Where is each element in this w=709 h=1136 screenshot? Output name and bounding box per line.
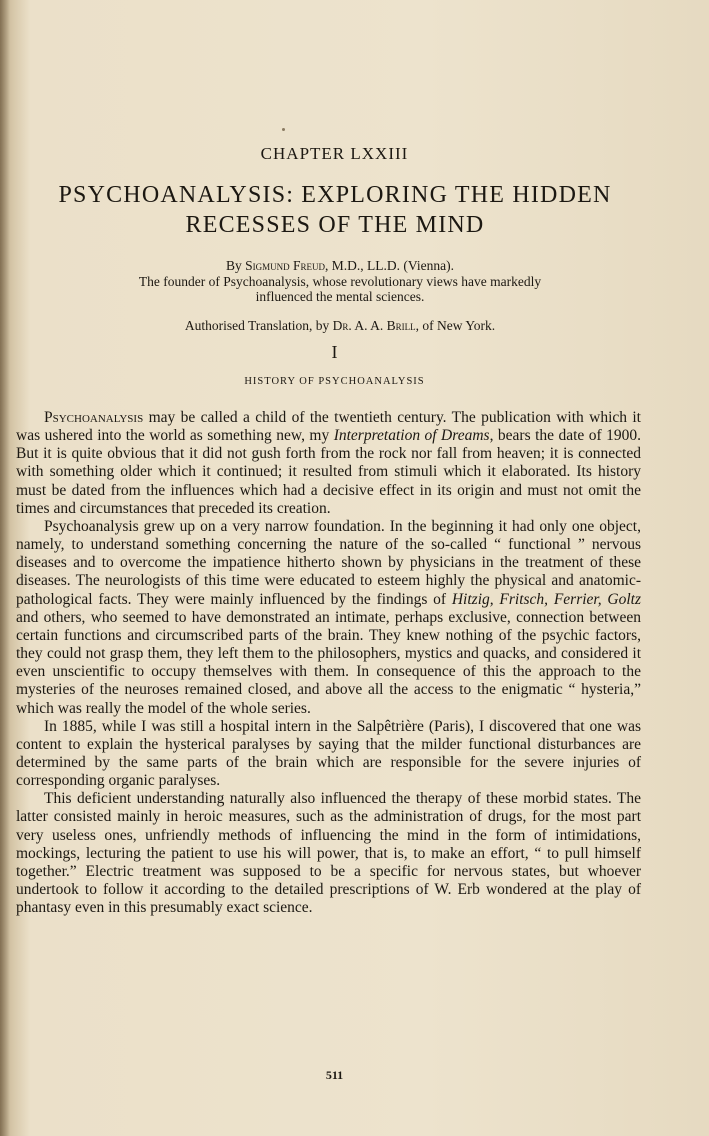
translation-credit	[20, 318, 660, 334]
paragraph-1	[16, 409, 641, 518]
section-heading: HISTORY OF PSYCHOANALYSIS	[244, 376, 425, 387]
paragraph-text: This deficient understanding naturally also influenced the therapy of these morbid states. The latter consisted mainly in heroic measures, such as the administration of drugs, for the most part very useless ones, unfriendly methods of influencing the mind in the form of intimidations, mockings, lecturing the patient to use his will power, that is, to make an effort, “ to pull himself together.” Electric treatment was supposed to be a specific for nervous states, but whoever undertook to follow it according to the detailed prescriptions of W. Erb wondered at the play of phantasy even in this presumably exact science.	[16, 790, 641, 917]
paragraph-text: and others, who seemed to have demonstrated an intimate, perhaps exclusive, connection between certain functions and circumscribed parts of the brain. They knew nothing of the psychic factors, they could not grasp them, they left them to the philosophers, mystics and quacks, and considered it even unscientific to occupy themselves with them. In consequence of this the approach to the mysteries of the neuroses remained closed, and above all the access to the enigmatic “ hysteria,” which was really the model of the whole series.	[16, 608, 641, 717]
lead-word: Psychoanalysis	[44, 409, 144, 426]
paragraph-text: Psychoanalysis grew up on a very narrow foundation. In the beginning it had only one object, namely, to understand something concerning the nature of the so-called “ functional ” nervous diseases and to overcome the impatience hitherto shown by physicians in the treatment of these diseases. The neurologists of this time were educated to esteem highly the physical and anatomic-pathological facts. They were mainly influenced by the findings of	[16, 517, 641, 608]
chapter-number: CHAPTER LXXIII	[260, 144, 409, 163]
ink-speck	[282, 128, 285, 131]
chapter-title: PSYCHOANALYSIS: EXPLORING THE HIDDEN RECESSES OF THE MIND	[58, 182, 612, 238]
author-description: The founder of Psychoanalysis, whose revolutionary views have markedly influenced the mental sciences.	[138, 273, 542, 304]
paragraph-text: , bears the date of 1900. But it is quite obvious that it did not gush forth from the rock nor fall from heaven; it is connected with something older which it continued; it resulted from stimuli which it elaborated. Its history must be dated from the influences which had a decisive effect in its origin and must not omit the times and circumstances that preceded its creation.	[16, 427, 641, 517]
author-credentials: , M.D., LL.D. (Vienna).	[325, 258, 454, 273]
section-numeral: I	[331, 342, 338, 362]
translation-prefix: Authorised Translation, by	[184, 318, 330, 333]
paragraph-4	[16, 790, 641, 917]
page-number: 511	[325, 1068, 344, 1082]
translator-name: Dr. A. A. Brill	[332, 318, 416, 333]
author-line	[20, 258, 660, 274]
researcher-names: Hitzig, Fritsch, Ferrier, Goltz	[451, 590, 641, 608]
translation-suffix: , of New York.	[415, 318, 496, 333]
author-name: Sigmund Freud	[245, 258, 326, 273]
paragraph-text: may be called a child of the twentieth century. The publication with which it was ushered into the world as something new, my	[16, 409, 641, 445]
byline-by: By	[226, 258, 242, 273]
paragraph-text: In 1885, while I was still a hospital intern in the Salpêtrière (Paris), I discovered that one was content to explain the hysterical paralyses by saying that the milder functional disturbances are determined by the same parts of the brain which are responsible for the severe injuries of corresponding organic paralyses.	[16, 717, 641, 790]
paragraph-3	[16, 718, 641, 791]
body-text	[16, 409, 641, 917]
book-title: Interpretation of Dreams	[333, 427, 490, 445]
byline	[20, 258, 660, 305]
paragraph-2	[16, 518, 641, 718]
